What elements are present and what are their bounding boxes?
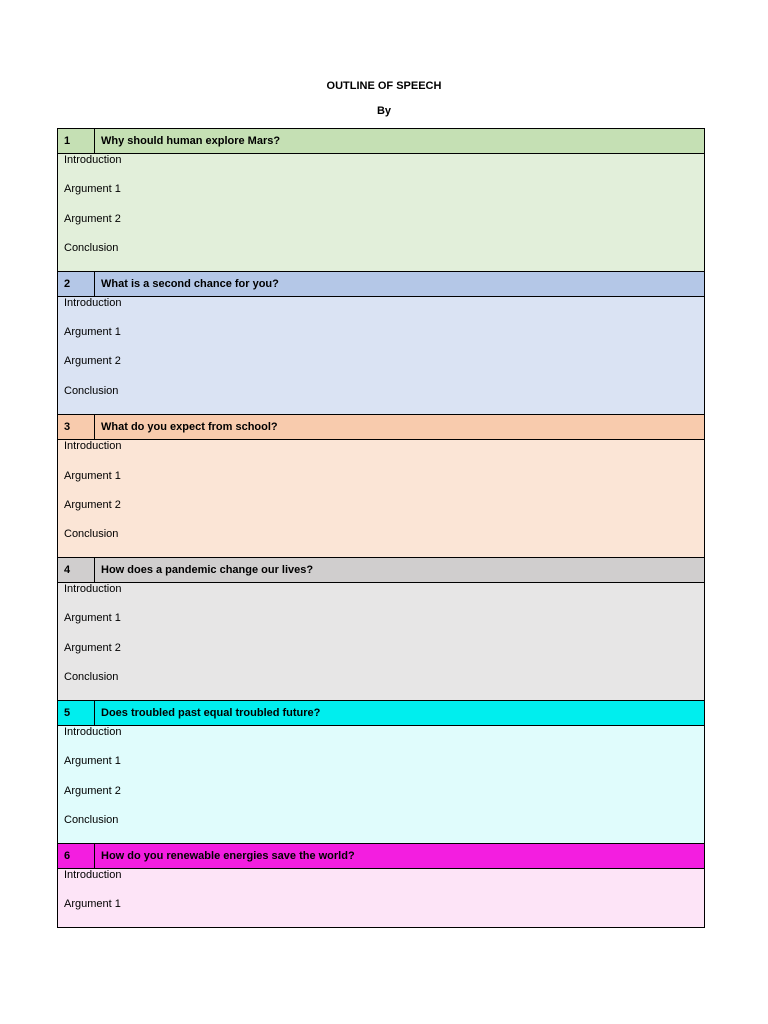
document-title: OUTLINE OF SPEECH <box>326 80 442 92</box>
section-number: 3 <box>58 415 95 439</box>
section-header <box>58 272 704 297</box>
section-number: 2 <box>58 272 95 296</box>
section-question: What is a second chance for you? <box>101 278 279 290</box>
outline-argument-1: Argument 1 <box>64 326 121 338</box>
outline-argument-2: Argument 2 <box>64 355 121 367</box>
section-1 <box>58 129 704 271</box>
section-number: 1 <box>58 129 95 153</box>
outline-argument-1: Argument 1 <box>64 898 121 910</box>
section-number: 4 <box>58 558 95 582</box>
outline-conclusion: Conclusion <box>64 242 119 254</box>
section-header <box>58 129 704 154</box>
outline-argument-1: Argument 1 <box>64 183 121 195</box>
section-question: Why should human explore Mars? <box>101 135 281 147</box>
section-2 <box>58 271 704 414</box>
section-4 <box>58 557 704 700</box>
section-body <box>58 726 704 843</box>
outline-conclusion: Conclusion <box>64 528 119 540</box>
section-5 <box>58 700 704 843</box>
outline-conclusion: Conclusion <box>64 814 119 826</box>
section-question: Does troubled past equal troubled future? <box>101 707 321 719</box>
outline-argument-2: Argument 2 <box>64 785 121 797</box>
outline-argument-1: Argument 1 <box>64 755 121 767</box>
outline-argument-2: Argument 2 <box>64 499 121 511</box>
section-body <box>58 869 704 927</box>
section-question: How does a pandemic change our lives? <box>101 564 314 576</box>
section-header <box>58 415 704 440</box>
section-header <box>58 701 704 726</box>
section-body <box>58 154 704 271</box>
outline-conclusion: Conclusion <box>64 385 119 397</box>
outline-conclusion: Conclusion <box>64 671 119 683</box>
section-body <box>58 583 704 700</box>
outline-introduction: Introduction <box>64 297 122 309</box>
speech-outline-table <box>57 128 705 928</box>
section-3 <box>58 414 704 557</box>
section-body <box>58 440 704 557</box>
section-6 <box>58 843 704 927</box>
outline-introduction: Introduction <box>64 726 122 738</box>
outline-argument-2: Argument 2 <box>64 213 121 225</box>
outline-introduction: Introduction <box>64 869 122 881</box>
outline-argument-2: Argument 2 <box>64 642 121 654</box>
section-header <box>58 844 704 869</box>
outline-introduction: Introduction <box>64 154 122 166</box>
section-header <box>58 558 704 583</box>
outline-argument-1: Argument 1 <box>64 612 121 624</box>
outline-introduction: Introduction <box>64 583 122 595</box>
section-question: How do you renewable energies save the world? <box>101 850 355 862</box>
section-question: What do you expect from school? <box>101 421 278 433</box>
section-body <box>58 297 704 414</box>
document-author-line: By <box>376 105 392 117</box>
section-number: 6 <box>58 844 95 868</box>
outline-argument-1: Argument 1 <box>64 470 121 482</box>
section-number: 5 <box>58 701 95 725</box>
outline-introduction: Introduction <box>64 440 122 452</box>
